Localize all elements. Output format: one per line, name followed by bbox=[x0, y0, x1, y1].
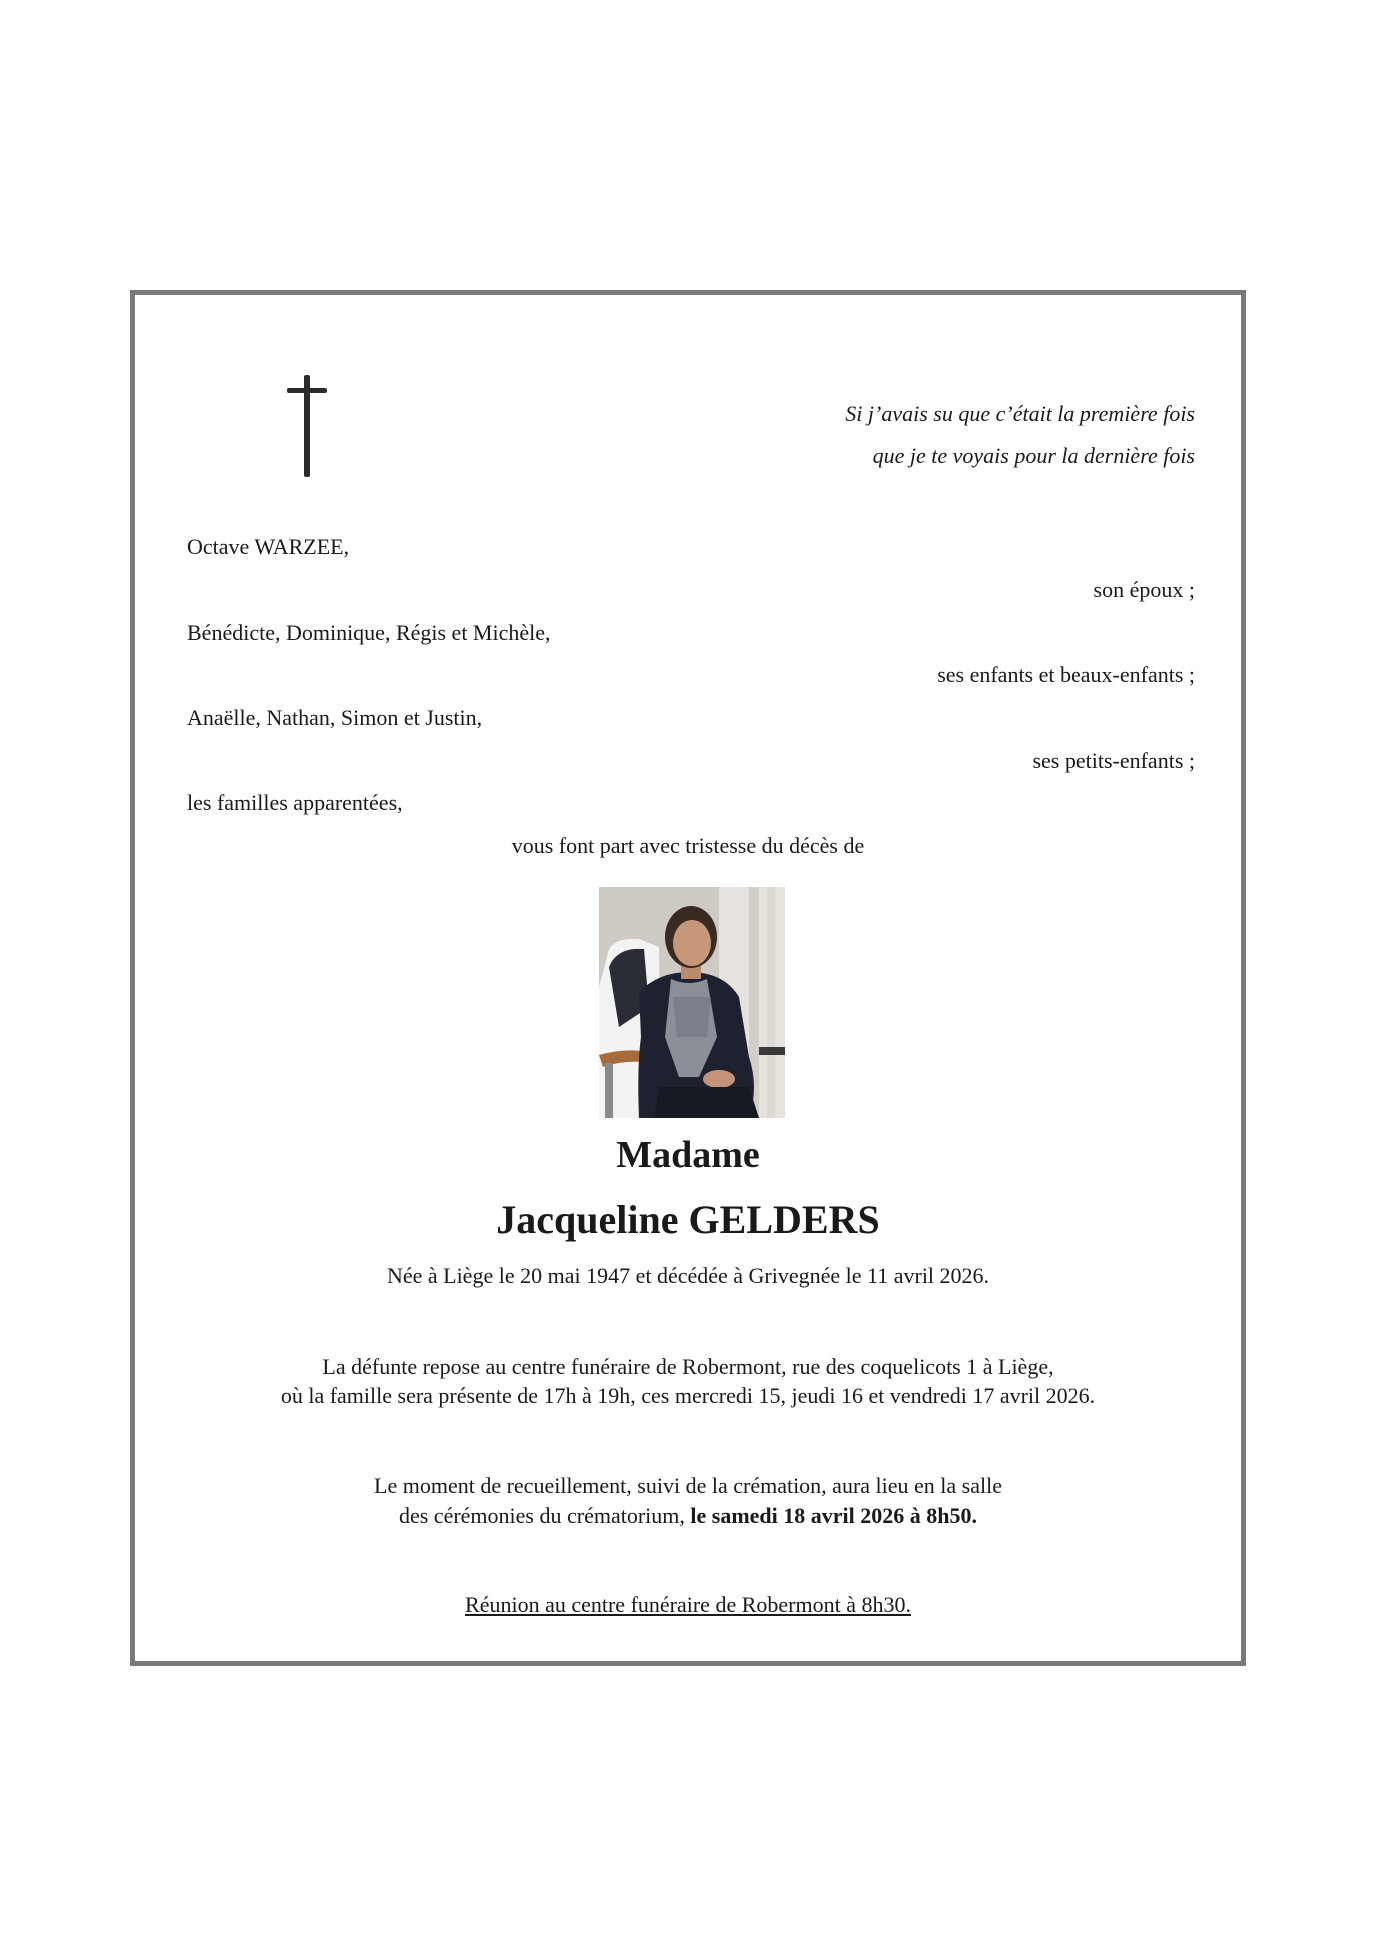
portrait-photo bbox=[599, 887, 785, 1118]
meeting-line bbox=[130, 1591, 1246, 1619]
meeting-text: Réunion au centre funéraire de Robermont à 8h30. bbox=[465, 1592, 911, 1617]
spouse-name: Octave WARZEE, bbox=[187, 534, 350, 559]
quote-line-2: que je te voyais pour la dernière fois bbox=[872, 443, 1195, 468]
deceased-title: Madame bbox=[616, 1134, 760, 1176]
visitation-line-2: où la famille sera présente de 17h à 19h, ces mercredi 15, jeudi 16 et vendredi 17 avril 2026. bbox=[280, 1383, 1096, 1408]
visitation-line-1: La défunte repose au centre funéraire de Robermont, rue des coquelicots 1 à Liège, bbox=[322, 1354, 1054, 1379]
announcement-line: vous font part avec tristesse du décès de bbox=[511, 833, 865, 858]
spouse-role: son époux ; bbox=[1093, 577, 1195, 602]
ceremony-line-2 bbox=[130, 1502, 1246, 1530]
ceremony-line-1: Le moment de recueillement, suivi de la crémation, aura lieu en la salle bbox=[374, 1473, 1002, 1498]
ceremony-date: le samedi 18 avril 2026 à 8h50. bbox=[690, 1503, 977, 1528]
grandchildren-names: Anaëlle, Nathan, Simon et Justin, bbox=[187, 705, 483, 730]
quote-line-1: Si j’avais su que c’était la première fois bbox=[845, 401, 1195, 426]
children-role: ses enfants et beaux-enfants ; bbox=[937, 662, 1195, 687]
birth-death-dates: Née à Liège le 20 mai 1947 et décédée à Grivegnée le 11 avril 2026. bbox=[386, 1263, 990, 1288]
deceased-name: Jacqueline GELDERS bbox=[496, 1197, 880, 1242]
ceremony-line-2-text: des cérémonies du crématorium, bbox=[398, 1503, 691, 1528]
grandchildren-role: ses petits-enfants ; bbox=[1032, 748, 1195, 773]
cross-icon bbox=[287, 375, 327, 477]
relatives-line: les familles apparentées, bbox=[187, 790, 403, 815]
children-names: Bénédicte, Dominique, Régis et Michèle, bbox=[187, 620, 551, 645]
